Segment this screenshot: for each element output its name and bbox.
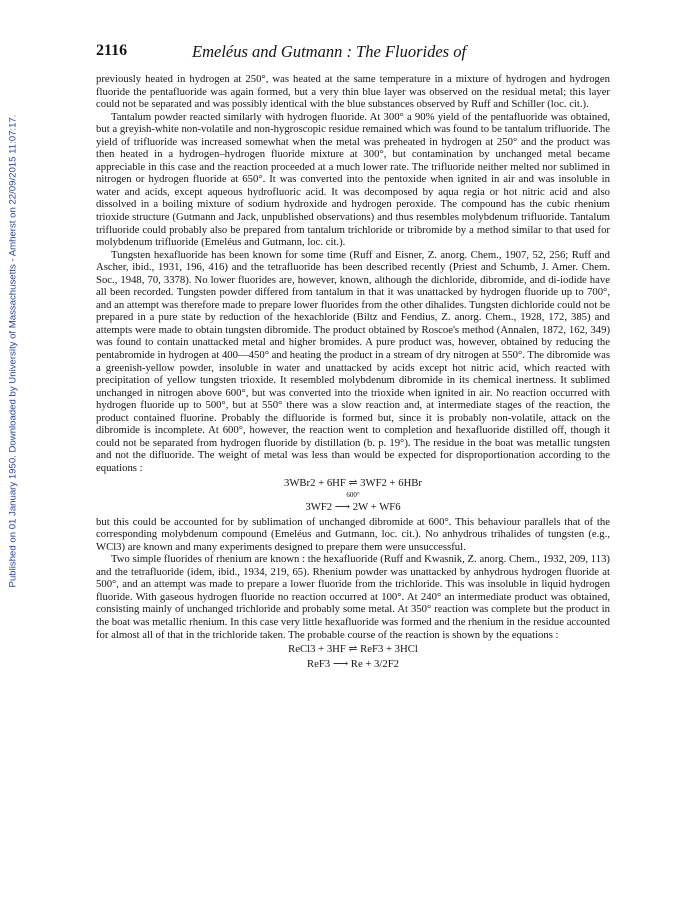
paragraph-5: Two simple fluorides of rhenium are known : the hexafluoride (Ruff and Kwasnik, Z. anorg. Chem., 1932, 209, 113) and the tetrafluoride (idem, ibid., 1934, 219, 65). Rhenium powder was unattacked by anhydrous hydrogen fluoride at 500°, and an attempt was made to prepare a lower fluoride from the trichloride. This was insoluble in liquid hydrogen fluoride. With gaseous hydrogen fluoride no reaction occurred at 100°. At 240° an intermediate product was obtained, consisting mainly of unchanged trichloride and probably some metal. At 350° reaction was complete but the product in the boat was metallic rhenium. In this case very little hexafluoride was formed and the rhenium in the residue accounted for almost all of that in the trichloride taken. The probable course of the reaction is shown by the equations : (96, 553, 611, 641)
equation-4: ReF3 ⟶ Re + 3/2F2 (306, 657, 399, 670)
paragraph-4: but this could be accounted for by sublimation of unchanged dibromide at 600°. This behaviour parallels that of the corresponding molybdenum compound (Emeléus and Gutmann, loc. cit.). No anhydrous trihalides of tungsten (e.g., WCl3) are known and many experiments designed to prepare them were unsuccessful. (96, 515, 610, 553)
equation-2-condition: 600° (346, 491, 360, 500)
paragraph-3: Tungsten hexafluoride has been known for some time (Ruff and Eisner, Z. anorg. Chem., 1907, 52, 256; Ruff and Ascher, ibid., 1931, 196, 416) and the tetrafluoride has been described recently (Priest and Schumb, J. Amer. Chem. Soc., 1948, 70, 3378). No lower fluorides are, however, known, although the dichloride, dibromide, and di-iodide have all been recorded. Tungsten powder differed from tantalum in that it was unattacked by hydrogen fluoride up to 700°, and an attempt was therefore made to prepare lower fluorides from the other dihalides. Tungsten dichloride could not be prepared in a pure state by reduction of the hexachloride (Biltz and Fendius, Z. anorg. Chem., 1928, 172, 385) and attempts were made to obtain tungsten dibromide. The product obtained by Roscoe's method (Annalen, 1872, 162, 349) was found to contain unattacked metal and higher bromides. A pure product was, however, obtained by reducing the pentabromide in hydrogen at 400—450° and heating the product in a stream of dry nitrogen at 550°. The dibromide was a greenish-yellow powder, insoluble in water and unattacked by acids except hot nitric acid, which reacted with precipitation of yellow tungsten trioxide. It resembled molybdenum dibromide in its chemical inertness. It sublimed unchanged in nitrogen above 600°, but was converted into the trioxide when ignited in air. No reaction occurred with hydrogen fluoride up to 500°, but at 550° there was a slow reaction and, at intermediate stages of the reaction, the product contained fluorine. Probably the difluoride is formed but, since it is probably non-volatile, attack on the dibromide is incomplete. At 600°, however, the reaction went to completion and hexafluoride distilled off, though it could not be separated from hydrogen fluoride by distillation (b. p. 19°). The residue in the boat was metallic tungsten and not the difluoride. The weight of metal was less than would be expected for disproportionation according to the equations : (96, 248, 610, 474)
equation-1: 3WBr2 + 6HF ⇌ 3WF2 + 6HBr (284, 476, 422, 489)
paragraph-2: Tantalum powder reacted similarly with hydrogen fluoride. At 300° a 90% yield of the pentafluoride was obtained, but a greyish-white non-volatile and non-hygroscopic residue remained which was found to be tantalum trifluoride. The yield of trifluoride was increased somewhat when the metal was preheated in hydrogen at 250° and the product was then heated in a hydrogen–hydrogen fluoride mixture at 300°, but contamination by unchanged metal became appreciable in this case and the reaction proceeded at a much lower rate. The trifluoride neither melted nor sublimed in nitrogen or hydrogen fluoride at 650°. It was converted into the pentoxide when ignited in air and was insoluble in water and acids, except aqueous hydrofluoric acid. It was decomposed by aqua regia or hot nitric acid and also dissolved in a boiling mixture of sodium hydroxide and hydrogen peroxide. The compound has the cubic rhenium trioxide structure (Gutmann and Jack, unpublished observations) and thus resembles molybdenum trifluoride. Tantalum trifluoride could probably also be prepared from tantalum trichloride or tribromide by a method similar to that used for molybdenum trifluoride (Emeléus and Gutmann, loc. cit.). (96, 110, 610, 249)
equation-2: 3WF2 ⟶ 2W + WF6 (305, 501, 401, 514)
article-body (96, 73, 610, 672)
page-number: 2116 (96, 42, 128, 59)
publication-sidebar-note (6, 101, 20, 601)
paragraph-1: previously heated in hydrogen at 250°, was heated at the same temperature in a mixture of hydrogen and hydrogen fluoride the pentafluoride was again formed, but a very thin blue layer was observed on the residual metal; this layer could not be separated and was possibly identical with the blue substances observed by Ruff and Schiller (loc. cit.). (96, 73, 610, 111)
running-head: Emeléus and Gutmann : The Fluorides of (192, 42, 467, 61)
page-header (96, 42, 610, 62)
sidebar-note-text: Published on 01 January 1950. Downloaded by University of Massachusetts - Amherst on 22/09/2015 11:07:17. (7, 114, 19, 588)
equation-3: ReCl3 + 3HF ⇌ ReF3 + 3HCl (288, 643, 418, 656)
